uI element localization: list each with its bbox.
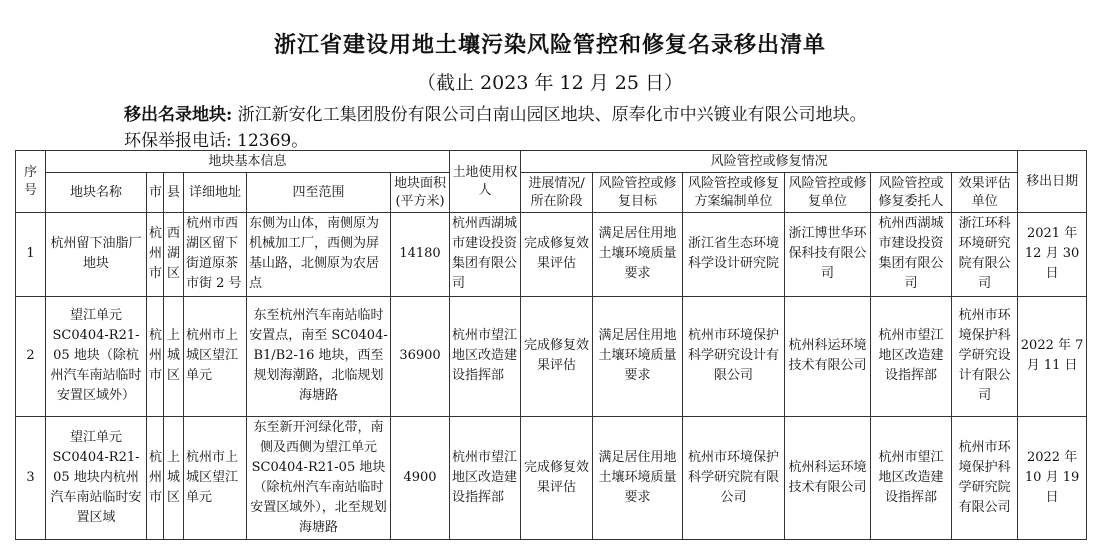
page-title: 浙江省建设用地土壤污染风险管控和修复名录移出清单: [273, 32, 826, 58]
removed-sites-label: 移出名录地块:: [124, 105, 233, 125]
header-group-row: [16, 151, 1087, 173]
cell-repair-unit: 浙江博世华环保科技有限公司: [785, 213, 871, 297]
header-address: 详细地址: [184, 173, 247, 213]
cell-boundary: 东至新开河绿化带，南侧及西侧为望江单元 SC0404-R21-05 地块（除杭州汽车南站临时安置区域外），北至规划海塘路: [247, 416, 391, 540]
header-plan-unit: 风险管控或修复方案编制单位: [683, 173, 785, 213]
header-removal-date: 移出日期: [1018, 151, 1087, 213]
cell-plan-unit: 杭州市环境保护科学研究设计有限公司: [683, 296, 785, 416]
cell-county: 上城区: [164, 416, 184, 540]
cell-goal: 满足居住用地土壤环境质量要求: [593, 416, 683, 540]
cell-area: 4900: [391, 416, 450, 540]
cell-city: 杭州市: [147, 296, 164, 416]
cell-removal-date: 2021 年 12 月 30 日: [1018, 213, 1087, 297]
cell-eval-unit: 杭州市环境保护科学研究设计有限公司: [952, 296, 1018, 416]
cell-address: 杭州市西湖区留下街道原茶市街 2 号: [184, 213, 247, 297]
cell-goal: 满足居住用地土壤环境质量要求: [593, 296, 683, 416]
cell-address: 杭州市上城区望江单元: [184, 296, 247, 416]
table-row: [16, 213, 1087, 297]
header-eval-unit: 效果评估单位: [952, 173, 1018, 213]
cell-progress: 完成修复效果评估: [521, 213, 593, 297]
cell-boundary: 东侧为山体，南侧原为机械加工厂，西侧为屏基山路，北侧原为农居点: [247, 213, 391, 297]
header-goal: 风险管控或修复目标: [593, 173, 683, 213]
cell-right-holder: 杭州市望江地区改造建设指挥部: [450, 296, 521, 416]
header-area: 地块面积(平方米): [391, 173, 450, 213]
cell-name: 望江单元 SC0404-R21-05 地块内杭州汽车南站临时安置区域: [46, 416, 147, 540]
cell-seq: 1: [16, 213, 46, 297]
cell-progress: 完成修复效果评估: [521, 416, 593, 540]
header-row: [16, 173, 1087, 213]
cell-area: 36900: [391, 296, 450, 416]
header-city: 市: [147, 173, 164, 213]
cell-removal-date: 2022 年 7 月 11 日: [1018, 296, 1087, 416]
cell-repair-unit: 杭州科运环境技术有限公司: [785, 416, 871, 540]
cell-name: 杭州留下油脂厂地块: [46, 213, 147, 297]
cell-repair-unit: 杭州科运环境技术有限公司: [785, 296, 871, 416]
header-progress: 进展情况/所在阶段: [521, 173, 593, 213]
cell-plan-unit: 杭州市环境保护科学研究院有限公司: [683, 416, 785, 540]
header-client: 风险管控或修复委托人: [871, 173, 952, 213]
cell-right-holder: 杭州西湖城市建设投资集团有限公司: [450, 213, 521, 297]
cell-address: 杭州市上城区望江单元: [184, 416, 247, 540]
cell-plan-unit: 浙江省生态环境科学设计研究院: [683, 213, 785, 297]
header-right-holder: 土地使用权人: [450, 151, 521, 213]
cell-client: 杭州西湖城市建设投资集团有限公司: [871, 213, 952, 297]
header-group-basic: 地块基本信息: [46, 151, 450, 173]
cell-client: 杭州市望江地区改造建设指挥部: [871, 416, 952, 540]
cell-county: 上城区: [164, 296, 184, 416]
cell-seq: 2: [16, 296, 46, 416]
header-boundary: 四至范围: [247, 173, 391, 213]
header-county: 县: [164, 173, 184, 213]
cell-progress: 完成修复效果评估: [521, 296, 593, 416]
cell-goal: 满足居住用地土壤环境质量要求: [593, 213, 683, 297]
cell-area: 14180: [391, 213, 450, 297]
cell-name: 望江单元 SC0404-R21-05 地块（除杭州汽车南站临时安置区域外）: [46, 296, 147, 416]
cell-removal-date: 2022 年 10 月 19 日: [1018, 416, 1087, 540]
cell-city: 杭州市: [147, 213, 164, 297]
header-seq: 序号: [16, 151, 46, 213]
removal-list-table: [15, 150, 1087, 540]
header-group-risk: 风险管控或修复情况: [521, 151, 1018, 173]
cutoff-date: （截止 2023 年 12 月 25 日）: [417, 72, 683, 94]
table-row: [16, 296, 1087, 416]
removed-sites-text: 浙江新安化工集团股份有限公司白南山园区地块、原奉化市中兴镀业有限公司地块。: [232, 105, 867, 125]
cell-right-holder: 杭州市望江地区改造建设指挥部: [450, 416, 521, 540]
header-repair-unit: 风险管控或修复单位: [785, 173, 871, 213]
table-row: [16, 416, 1087, 540]
cell-eval-unit: 杭州市环境保护科学研究院有限公司: [952, 416, 1018, 540]
cell-eval-unit: 浙江环科环境研究院有限公司: [952, 213, 1018, 297]
cell-city: 杭州市: [147, 416, 164, 540]
removed-sites-line: [124, 100, 867, 125]
cell-seq: 3: [16, 416, 46, 540]
header-name: 地块名称: [46, 173, 147, 213]
cell-county: 西湖区: [164, 213, 184, 297]
hotline: 环保举报电话: 12369。: [124, 131, 309, 151]
cell-boundary: 东至杭州汽车南站临时安置点，南至 SC0404-B1/B2-16 地块，西至规划海潮路，北临规划海塘路: [247, 296, 391, 416]
cell-client: 杭州市望江地区改造建设指挥部: [871, 296, 952, 416]
